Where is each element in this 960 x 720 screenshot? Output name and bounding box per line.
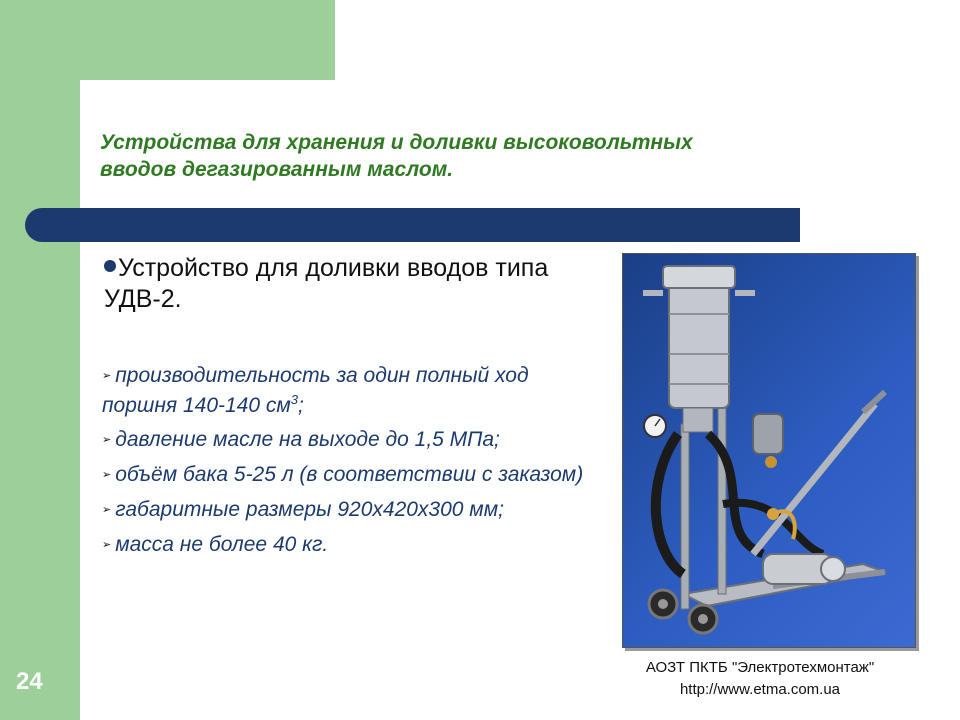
spec-item: ➢ объём бака 5-25 л (в соответствии с заказом) [102,463,584,486]
left-green-panel [0,0,80,720]
oil-filling-device-illustration [623,254,915,647]
main-bullet [104,253,574,315]
photo-caption [610,657,910,701]
spec-list [102,364,602,568]
caption-org: АОЗТ ПКТБ "Электротехмонтаж" [645,659,875,676]
arrow-bullet-icon: ➢ [102,370,112,382]
top-green-panel [0,0,335,80]
slide-title [100,129,880,183]
slide-title-line-2: вводов дегазированным маслом. [100,158,454,181]
page-number: 24 [16,668,43,695]
spec-item: ➢ давление масле на выходе до 1,5 МПа; [102,428,500,451]
slide-title-line-1: Устройства для хранения и доливки высоковольтных [100,131,693,154]
arrow-bullet-icon: ➢ [102,539,112,551]
arrow-bullet-icon: ➢ [102,469,112,481]
bullet-dot-icon [104,260,116,272]
arrow-bullet-icon: ➢ [102,434,112,446]
spec-item: ➢ масса не более 40 кг. [102,533,329,556]
device-photo [622,253,916,648]
caption-url: http://www.etma.com.ua [679,681,841,698]
arrow-bullet-icon: ➢ [102,504,112,516]
spec-item: ➢ производительность за один полный ход поршня 140-140 $см^3$; [102,364,529,417]
main-bullet-text: Устройство для доливки вводов типа УДВ-2. [104,254,549,313]
title-divider-band [25,208,800,242]
spec-item: ➢ габаритные размеры 920х420х300 мм; [102,498,504,521]
